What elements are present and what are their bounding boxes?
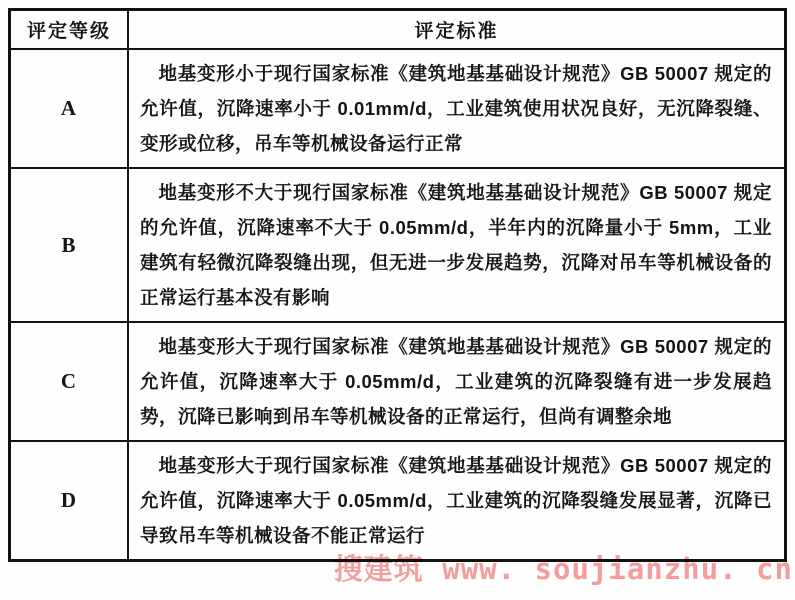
header-criteria: 评定标准 bbox=[128, 10, 786, 50]
grade-cell: B bbox=[10, 168, 129, 322]
table-row bbox=[10, 322, 786, 441]
criteria-cell: 地基变形小于现行国家标准《建筑地基基础设计规范》GB 50007 规定的允许值，沉降速率小于 0.01mm/d，工业建筑使用状况良好，无沉降裂缝、变形或位移，吊车等机械设备运行正常 bbox=[128, 49, 786, 168]
grade-cell: D bbox=[10, 441, 129, 561]
criteria-cell: 地基变形大于现行国家标准《建筑地基基础设计规范》GB 50007 规定的允许值，沉降速率大于 0.05mm/d，工业建筑的沉降裂缝发展显著，沉降已导致吊车等机械设备不能正常运行 bbox=[128, 441, 786, 561]
table-body bbox=[10, 49, 786, 561]
header-row bbox=[10, 10, 786, 50]
table-row bbox=[10, 441, 786, 561]
watermark: 搜建筑 www. soujianzhu. cn bbox=[333, 552, 793, 586]
table-row bbox=[10, 168, 786, 322]
criteria-cell: 地基变形大于现行国家标准《建筑地基基础设计规范》GB 50007 规定的允许值，沉降速率大于 0.05mm/d，工业建筑的沉降裂缝有进一步发展趋势，沉降已影响到吊车等机械设备的正常运行，但尚有调整余地 bbox=[128, 322, 786, 441]
table-row bbox=[10, 49, 786, 168]
criteria-cell: 地基变形不大于现行国家标准《建筑地基基础设计规范》GB 50007 规定的允许值，沉降速率不大于 0.05mm/d，半年内的沉降量小于 5mm，工业建筑有轻微沉降裂缝出现，但无进一步发展趋势，沉降对吊车等机械设备的正常运行基本没有影响 bbox=[128, 168, 786, 322]
grade-cell: A bbox=[10, 49, 129, 168]
grade-cell: C bbox=[10, 322, 129, 441]
header-grade: 评定等级 bbox=[10, 10, 129, 50]
assessment-table bbox=[8, 8, 787, 562]
